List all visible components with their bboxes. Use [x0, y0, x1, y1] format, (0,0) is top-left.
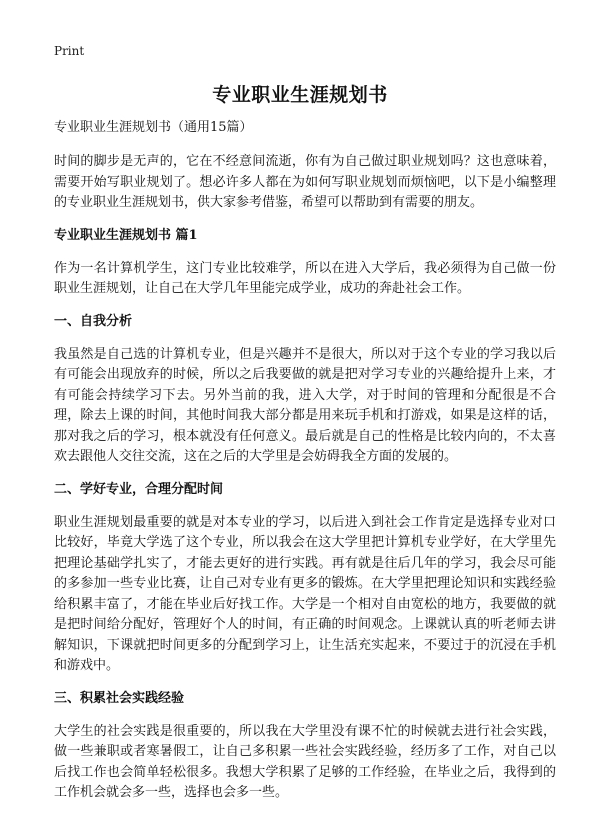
section-paragraph-study-time: 职业生涯规划最重要的就是对本专业的学习，以后进入到社会工作肯定是选择专业对口比较好，毕竟大学选了这个专业，所以我会在这大学里把计算机专业学好，在大学里先把理论基础学扎实了，才能去更好的进行实践。再有就是往后几年的学习，我会尽可能的多参加一些专业比赛，让自己对专业有更多的锻炼。在大学里把理论知识和实践经验给积累丰富了，才能在毕业后好找工作。大学是一个相对自由宽松的地方，我要做的就是把时间给分配好，管理好个人的时间，有正确的时间观念。上课就认真的听老师去讲解知识，下课就把时间更多的分配到学习上，让生活充实起来，不要过于的沉浸在手机和游戏中。 [54, 514, 556, 673]
document-title: 专业职业生涯规划书 [212, 84, 388, 106]
section-heading-social-practice: 三、积累社会实践经验 [54, 690, 185, 706]
section-heading-study-time: 二、学好专业，合理分配时间 [54, 481, 224, 497]
document-content [54, 118, 556, 816]
section-paragraph-self-analysis: 我虽然是自己选的计算机专业，但是兴趣并不是很大，所以对于这个专业的学习我以后有可能会出现放弃的时候，所以之后我要做的就是把对学习专业的兴趣给提升上来，才有可能会持续学习下去。另外当前的我，进入大学，对于时间的管理和分配很是不合理，除去上课的时间，其他时间我大部分都是用来玩手机和打游戏，如果是这样的话，那对我之后的学习，根本就没有任何意义。最后就是自己的性格是比较内向的，不太喜欢去跟他人交往交流，这在之后的大学里是会妨碍我全方面的发展的。 [54, 346, 556, 464]
intro-paragraph: 时间的脚步是无声的，它在不经意间流逝，你有为自己做过职业规划吗？这也意味着，需要开始写职业规划了。想必许多人都在为如何写职业规划而烦恼吧，以下是小编整理的专业职业生涯规划书，供大家参考借鉴，希望可以帮助到有需要的朋友。 [54, 154, 556, 210]
print-link[interactable]: Print [54, 44, 85, 58]
chapter-intro-paragraph: 作为一名计算机学生，这门专业比较难学，所以在进入大学后，我必须得为自己做一份职业生涯规划，让自己在大学几年里能完成学业，成功的奔赴社会工作。 [54, 260, 556, 296]
section-paragraph-social-practice: 大学生的社会实践是很重要的，所以我在大学里没有课不忙的时候就去进行社会实践，做一些兼职或者寒暑假工，让自己多积累一些社会实践经验，经历多了工作，对自己以后找工作也会简单轻松很多。我想大学积累了足够的工作经验，在毕业之后，我得到的工作机会就会多一些，选择也会多一些。 [54, 723, 556, 800]
chapter-heading: 专业职业生涯规划书 篇1 [54, 227, 198, 243]
section-heading-self-analysis: 一、自我分析 [54, 313, 133, 329]
document-subtitle: 专业职业生涯规划书（通用15篇） [54, 120, 253, 135]
